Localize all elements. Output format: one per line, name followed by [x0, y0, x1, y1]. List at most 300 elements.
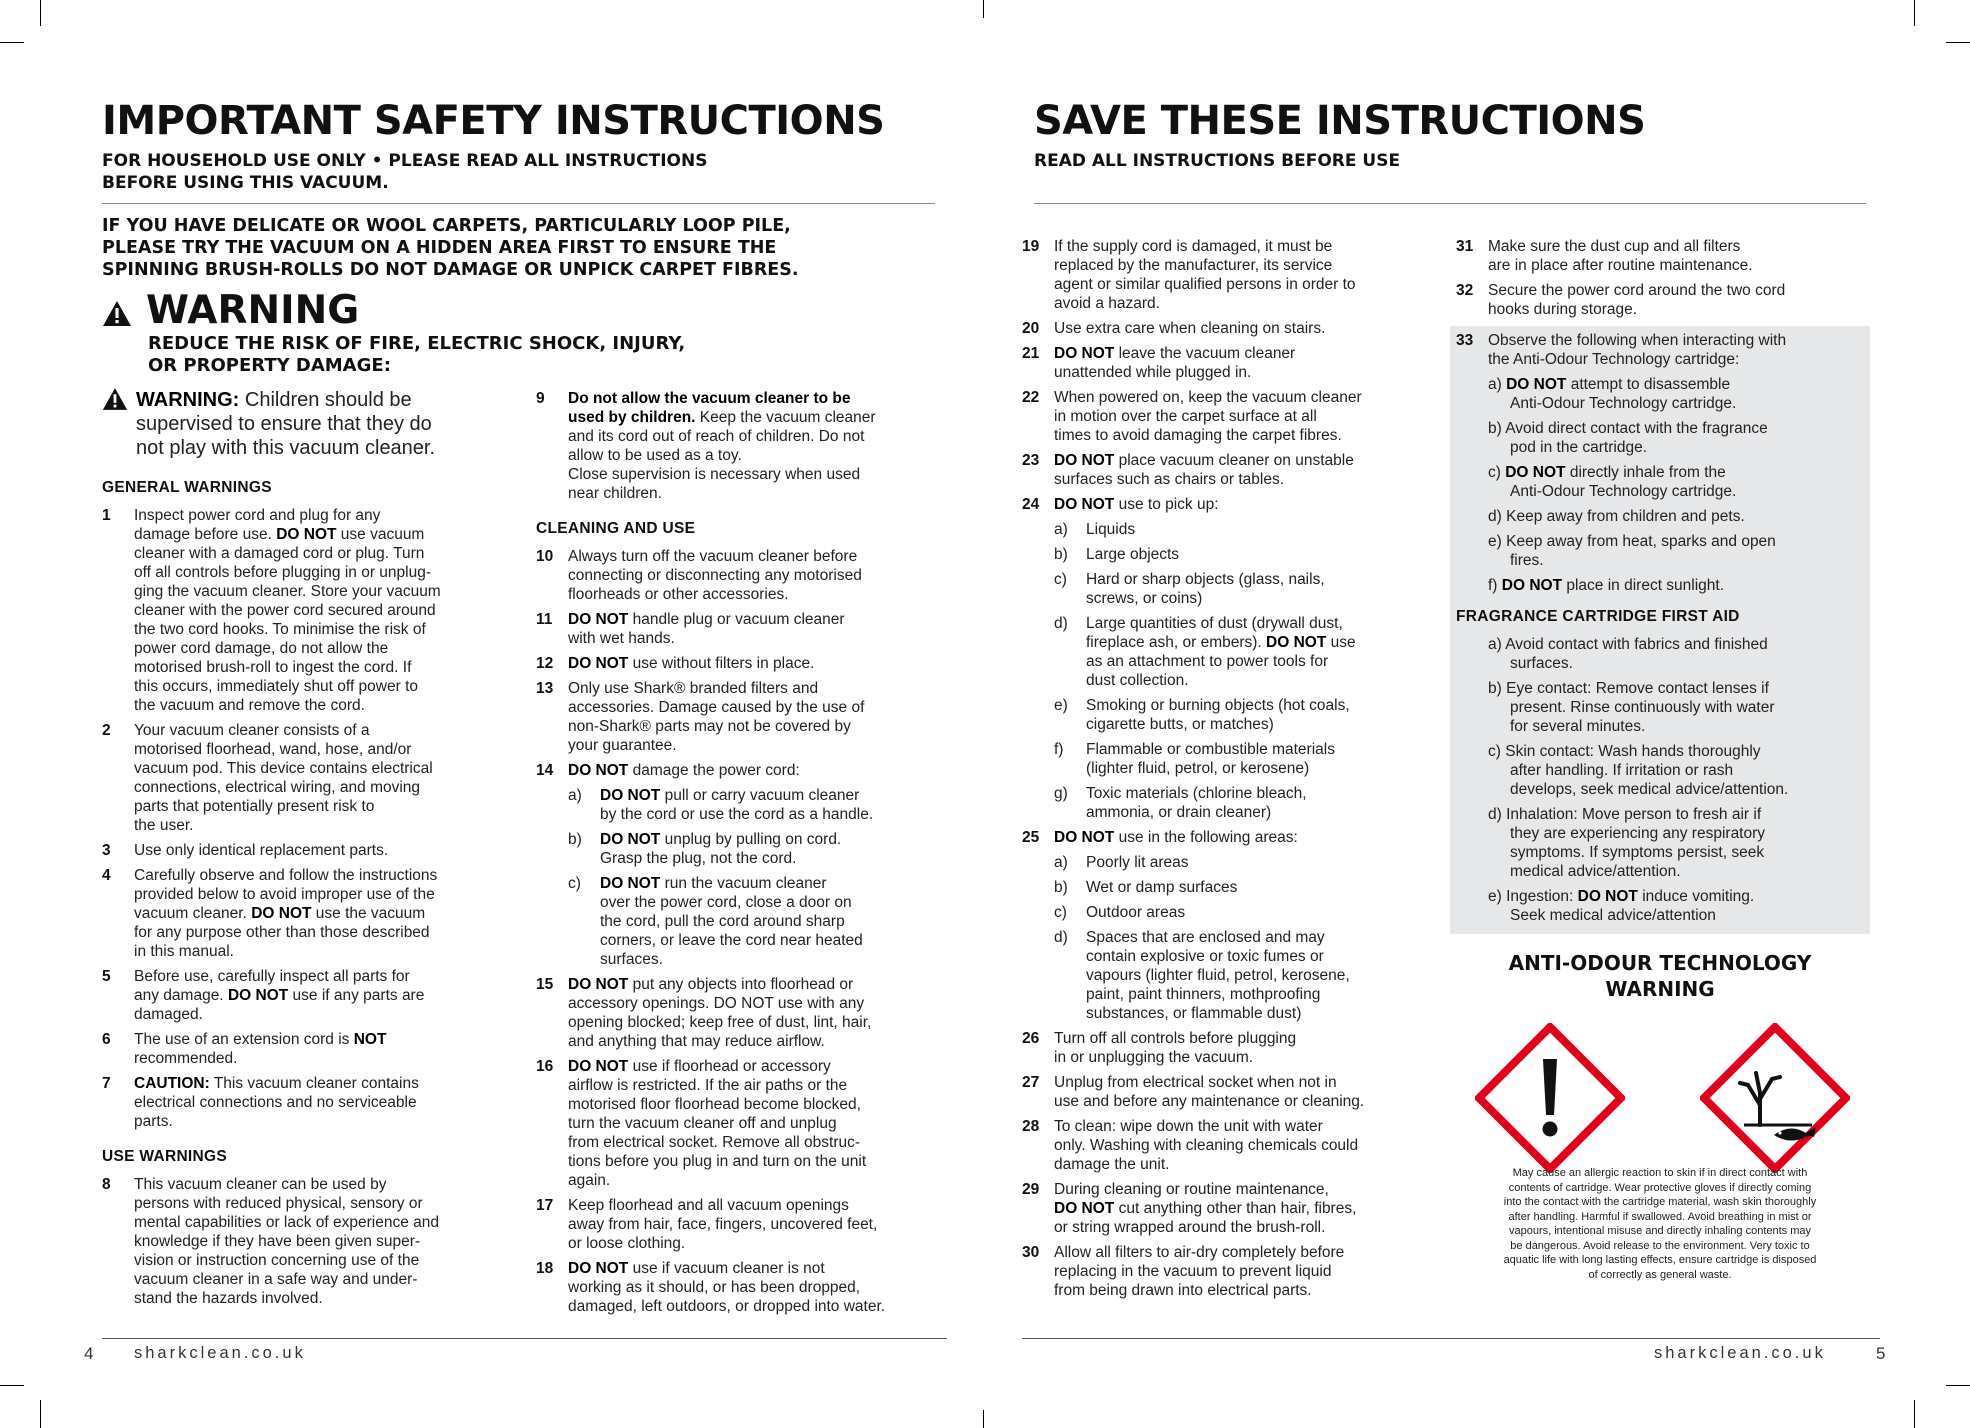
crop-mark: [1914, 0, 1915, 26]
item-number: 32: [1456, 282, 1474, 299]
title-line: ANTI-ODOUR TECHNOLOGY: [1508, 951, 1812, 975]
text: induce vomiting. Seek medical advice/attention: [1510, 888, 1755, 924]
text: use without filters in place.: [628, 655, 815, 672]
list-item: [1456, 331, 1861, 369]
list-item: [536, 547, 936, 604]
list-item: [1022, 1117, 1422, 1174]
sub-item-letter: b): [1488, 680, 1502, 697]
crop-mark: [1946, 42, 1970, 43]
text: cut anything other than hair, fibres, or string wrapped around the brush-roll.: [1054, 1200, 1357, 1236]
sub-item-text: Poorly lit areas: [1086, 854, 1189, 871]
item-text: [1054, 1117, 1422, 1174]
list-item: [536, 975, 936, 1051]
bold-text: DO NOT: [600, 875, 661, 892]
sub-item-letter: f): [1488, 577, 1498, 594]
bold-text: DO NOT: [568, 1260, 629, 1277]
item-number: 9: [536, 390, 545, 407]
column-left-2: [536, 389, 936, 1322]
divider: [1034, 203, 1866, 204]
sub-item-letter: a): [1488, 636, 1502, 653]
text: Avoid direct contact with the fragrance pod in the cartridge.: [1505, 420, 1768, 456]
sub-item-letter: c): [1054, 904, 1067, 921]
section-heading: CLEANING AND USE: [536, 520, 696, 537]
bold-text: DO NOT: [227, 987, 289, 1004]
item-number: 19: [1022, 238, 1040, 255]
sub-item-letter: d): [1488, 508, 1502, 525]
sub-list-item: [1054, 614, 1422, 690]
item-text: [1054, 1180, 1422, 1237]
list-item: [536, 610, 936, 648]
column-right-2: [1456, 237, 1861, 931]
item-text: [134, 1030, 502, 1068]
text: Only use Shark® branded filters and accessories. Damage caused by the use of non-Shark® parts may not be covered by your guarantee.: [568, 680, 865, 754]
item-number: 8: [102, 1176, 111, 1193]
bold-text: Do not allow the vacuum cleaner to be used by children.: [568, 390, 851, 426]
subtitle: READ ALL INSTRUCTIONS BEFORE USE: [1034, 151, 1401, 171]
sub-list-item: [1054, 570, 1422, 608]
sub-item-letter: e): [1488, 533, 1502, 550]
item-text: [1488, 281, 1861, 319]
item-number: 17: [536, 1197, 554, 1214]
sub-item-text: Wet or damp surfaces: [1086, 879, 1238, 896]
text: Large quantities of dust (drywall dust, fireplace ash, or embers).: [1086, 615, 1343, 651]
hazard-line: aquatic life with long lasting effects, ensure cartridge is disposed: [1503, 1254, 1817, 1266]
item-number: 24: [1022, 496, 1040, 513]
page-title: SAVE THESE INSTRUCTIONS: [1034, 98, 1646, 144]
sub-item-letter: e): [1488, 888, 1502, 905]
item-number: 25: [1022, 829, 1040, 846]
footer-url: sharkclean.co.uk: [134, 1344, 306, 1362]
text: use if vacuum cleaner is not working as it should, or has been dropped, damaged, left outdoors, or dropped into water.: [568, 1260, 886, 1315]
sub-item-letter: c): [1488, 464, 1501, 481]
first-aid-item: [1488, 887, 1861, 925]
text: attempt to disassemble Anti-Odour Technology cartridge.: [1510, 376, 1737, 412]
list-item: [536, 654, 936, 673]
item-number: 31: [1456, 238, 1474, 255]
hazard-line: after handling. Harmful if swallowed. Avoid breathing in mist or: [1508, 1210, 1812, 1223]
item-number: 27: [1022, 1074, 1040, 1091]
list-item: [102, 1030, 502, 1068]
subtitle-line: BEFORE USING THIS VACUUM.: [102, 173, 389, 193]
list-item: [536, 1196, 936, 1253]
text: Secure the power cord around the two cord hooks during storage.: [1488, 282, 1786, 318]
bold-text: DO NOT: [1054, 452, 1115, 469]
sub-list-item: [568, 830, 936, 868]
notice-line: PLEASE TRY THE VACUUM ON A HIDDEN AREA FIRST TO ENSURE THE: [102, 238, 777, 258]
first-aid-item: [1488, 805, 1861, 881]
ghs-environment-icon: [1700, 1023, 1850, 1173]
list-item: [1022, 495, 1422, 514]
subtitle-line: FOR HOUSEHOLD USE ONLY • PLEASE READ ALL INSTRUCTIONS: [102, 151, 708, 171]
warning-title: WARNING: [146, 288, 360, 333]
sub-list-item: [568, 786, 936, 824]
sub-list-item: [1054, 903, 1422, 922]
item-text: [1054, 1243, 1422, 1300]
list-item: [102, 866, 502, 961]
sub-item-letter: g): [1054, 785, 1068, 802]
bold-text: DO NOT: [1054, 496, 1115, 513]
list-item: [102, 1175, 502, 1308]
list-item: [1022, 828, 1422, 847]
footer-url: sharkclean.co.uk: [1654, 1344, 1826, 1362]
sub-list-item: [1488, 576, 1861, 595]
bold-text: DO NOT: [276, 526, 337, 543]
item-text: [1054, 237, 1422, 313]
sub-item-letter: a): [1488, 376, 1502, 393]
footer-divider: [102, 1338, 947, 1339]
text: Use extra care when cleaning on stairs.: [1054, 320, 1326, 337]
item-number: 15: [536, 976, 554, 993]
sub-item-letter: b): [1054, 879, 1068, 896]
divider: [102, 203, 935, 204]
text: During cleaning or routine maintenance,: [1054, 1181, 1329, 1198]
text: Make sure the dust cup and all filters are in place after routine maintenance.: [1488, 238, 1753, 274]
sub-item-letter: c): [568, 875, 581, 892]
list-item: [536, 1259, 936, 1316]
item-text: [568, 679, 936, 755]
sub-item-text: Flammable or combustible materials (lighter fluid, petrol, or kerosene): [1086, 741, 1335, 777]
first-aid-item: [1488, 742, 1861, 799]
text: Keep the vacuum cleaner and its cord out of reach of children. Do not allow to be used as a toy. Close supervision is necessary when used near children.: [568, 409, 876, 502]
item-text: [134, 1175, 502, 1308]
text: Unplug from electrical socket when not in use and before any maintenance or cleaning.: [1054, 1074, 1365, 1110]
text: place in direct sunlight.: [1562, 577, 1725, 594]
text: run the vacuum cleaner over the power cord, close a door on the cord, pull the cord around sharp corners, or leave the cord near heated surfaces.: [600, 875, 863, 968]
bold-text: DO NOT: [1506, 376, 1567, 393]
sub-item-letter: d): [1054, 615, 1068, 632]
text: Eye contact: Remove contact lenses if present. Rinse continuously with water for several minutes.: [1506, 680, 1775, 735]
crop-mark: [40, 1400, 41, 1428]
sub-list-item: [1054, 520, 1422, 539]
list-item: [1022, 388, 1422, 445]
child-warning-text: Children should be: [239, 389, 412, 411]
bold-text: DO NOT: [600, 787, 661, 804]
text: Inspect power cord and plug for any damage before use.: [134, 507, 381, 543]
section-heading: USE WARNINGS: [102, 1148, 228, 1165]
item-number: 11: [536, 611, 553, 628]
sub-list-item: [1488, 419, 1861, 457]
item-number: 28: [1022, 1118, 1040, 1135]
bold-text: CAUTION:: [134, 1075, 210, 1092]
hazard-line: of correctly as general waste.: [1588, 1268, 1732, 1281]
item-text: [568, 1259, 936, 1316]
item-text: [568, 654, 936, 673]
text: Keep floorhead and all vacuum openings away from hair, face, fingers, uncovered feet, or loose clothing.: [568, 1197, 878, 1252]
crop-mark: [1946, 1385, 1970, 1386]
item-text: [1054, 388, 1422, 445]
text: To clean: wipe down the unit with water only. Washing with cleaning chemicals could damage the unit.: [1054, 1118, 1359, 1173]
item-text: [568, 761, 936, 780]
crop-mark: [0, 42, 24, 43]
bold-text: NOT: [353, 1031, 387, 1048]
bold-text: DO NOT: [251, 905, 312, 922]
crop-mark: [0, 1385, 24, 1386]
item-text: [1488, 237, 1861, 275]
page-title: IMPORTANT SAFETY INSTRUCTIONS: [102, 98, 885, 144]
item-text: [134, 841, 502, 860]
item-text: [134, 1074, 502, 1131]
section-heading: GENERAL WARNINGS: [102, 479, 272, 496]
sub-item-letter: d): [1488, 806, 1502, 823]
text: use if floorhead or accessory airflow is restricted. If the air paths or the motorised floor floorhead become blocked, turn the vacuum cleaner off and unplug from electrical socket. Remove all obstruc- tions before you plug in and turn on the unit again.: [568, 1058, 867, 1189]
sub-item-text: [600, 874, 936, 969]
item-number: 1: [102, 507, 111, 524]
item-number: 12: [536, 655, 554, 672]
list-item: [102, 841, 502, 860]
text: use in the following areas:: [1114, 829, 1298, 846]
item-text: [568, 975, 936, 1051]
item-text: [1054, 319, 1422, 338]
sub-item-text: Hard or sharp objects (glass, nails, screws, or coins): [1086, 571, 1325, 607]
text: When powered on, keep the vacuum cleaner in motion over the carpet surface at all times to avoid damaging the carpet fibres.: [1054, 389, 1362, 444]
text: Your vacuum cleaner consists of a motorised floorhead, wand, hose, and/or vacuum pod. This device contains electrical connections, electrical wiring, and moving parts that potentially present risk to the user.: [134, 722, 433, 834]
child-warning-text: not play with this vacuum cleaner.: [136, 437, 436, 459]
first-aid-item: [1488, 679, 1861, 736]
text: leave the vacuum cleaner unattended while plugged in.: [1054, 345, 1296, 381]
warning-subtitle-line: OR PROPERTY DAMAGE:: [148, 355, 391, 376]
sub-item-letter: f): [1054, 741, 1064, 758]
list-item: [102, 506, 502, 715]
bold-text: DO NOT: [568, 1058, 629, 1075]
text: handle plug or vacuum cleaner with wet hands.: [568, 611, 845, 647]
warning-subtitle: [148, 333, 685, 377]
crop-mark: [983, 0, 984, 18]
item-number: 18: [536, 1260, 554, 1277]
list-item: [1022, 344, 1422, 382]
list-item: [1022, 1073, 1422, 1111]
sub-list-item: [1054, 784, 1422, 822]
item-number: 16: [536, 1058, 554, 1075]
bold-text: DO NOT: [568, 762, 629, 779]
list-item: [536, 679, 936, 755]
crop-mark: [40, 0, 41, 26]
bold-text: DO NOT: [600, 831, 661, 848]
list-item: [1022, 1243, 1422, 1300]
text: put any objects into floorhead or accessory openings. DO NOT use with any opening blocked; keep free of dust, lint, hair, and anything that may reduce airflow.: [568, 976, 872, 1050]
item-number: 6: [102, 1031, 111, 1048]
warning-triangle-icon: [102, 387, 128, 411]
sub-item-letter: d): [1054, 929, 1068, 946]
text: Always turn off the vacuum cleaner before connecting or disconnecting any motorised floorheads or other accessories.: [568, 548, 862, 603]
text: Skin contact: Wash hands thoroughly after handling. If irritation or rash develops, seek medical advice/attention.: [1505, 743, 1789, 798]
sub-item-letter: b): [568, 831, 582, 848]
sub-item-text: Liquids: [1086, 521, 1136, 538]
item-number: 10: [536, 548, 554, 565]
bold-text: DO NOT: [568, 976, 629, 993]
list-item: [536, 761, 936, 780]
warning-subtitle-line: REDUCE THE RISK OF FIRE, ELECTRIC SHOCK, INJURY,: [148, 333, 686, 354]
item-number: 29: [1022, 1181, 1040, 1198]
text: Turn off all controls before plugging in or unplugging the vacuum.: [1054, 1030, 1297, 1066]
item-text: [134, 506, 502, 715]
first-aid-item: [1488, 635, 1861, 673]
bold-text: DO NOT: [1266, 634, 1327, 651]
item-text: [568, 1057, 936, 1190]
text: recommended.: [134, 1050, 238, 1067]
sub-item-text: [600, 830, 936, 868]
hazard-line: be dangerous. Avoid release to the environment. Very toxic to: [1510, 1239, 1810, 1252]
item-number: 22: [1022, 389, 1040, 406]
sub-list-item: [1488, 375, 1861, 413]
sub-list-item: [1488, 463, 1861, 501]
sub-list-item: [1054, 696, 1422, 734]
list-item: [1456, 281, 1861, 319]
text: damage the power cord:: [628, 762, 800, 779]
sub-item-text: [600, 786, 936, 824]
text: Keep away from heat, sparks and open fires.: [1506, 533, 1776, 569]
sub-item-letter: b): [1054, 546, 1068, 563]
hazard-line: vapours, intentional misuse and directly inhaling contents may: [1508, 1225, 1812, 1237]
page-number: 5: [1876, 1344, 1886, 1363]
sub-list-item: [1054, 928, 1422, 1023]
item-number: 4: [102, 867, 111, 884]
text: The use of an extension cord is: [134, 1031, 354, 1048]
sub-item-text: Large objects: [1086, 546, 1180, 563]
sub-list-item: [1488, 532, 1861, 570]
hazard-line: May cause an allergic reaction to skin if in direct contact with: [1512, 1167, 1808, 1179]
footer-divider: [1022, 1338, 1880, 1339]
page-number: 4: [84, 1344, 94, 1363]
item-number: 30: [1022, 1244, 1040, 1261]
item-text: [134, 866, 502, 961]
list-item: [536, 389, 936, 503]
bold-text: DO NOT: [568, 655, 629, 672]
title-line: WARNING: [1605, 977, 1715, 1001]
item-text: [134, 967, 502, 1024]
text: This vacuum cleaner can be used by persons with reduced physical, sensory or mental capabilities or lack of experience and knowledge if they have been given super- vision or instruction concerning use of the vacuum cleaner in a safe way and under- stand the hazards involved.: [134, 1176, 440, 1307]
sub-item-text: Spaces that are enclosed and may contain explosive or toxic fumes or vapours (lighter fluid, petrol, kerosene, paint, paint thinners, mothproofing substances, or flammable dust): [1086, 929, 1350, 1022]
sub-list-item: [1054, 545, 1422, 564]
list-item: [1022, 1029, 1422, 1067]
sub-list-item: [1488, 507, 1861, 526]
text: place vacuum cleaner on unstable surfaces such as chairs or tables.: [1054, 452, 1354, 488]
sub-item-text: Smoking or burning objects (hot coals, cigarette butts, or matches): [1086, 697, 1350, 733]
item-number: 13: [536, 680, 554, 697]
item-text: [568, 389, 936, 503]
item-number: 33: [1456, 332, 1474, 349]
notice-line: SPINNING BRUSH-ROLLS DO NOT DAMAGE OR UNPICK CARPET FIBRES.: [102, 260, 799, 280]
list-item: [536, 1057, 936, 1190]
text: Before use, carefully inspect all parts for any damage.: [134, 968, 410, 1004]
text: Use only identical replacement parts.: [134, 842, 389, 859]
sub-item-letter: a): [1054, 854, 1068, 871]
crop-mark: [983, 1410, 984, 1428]
list-item: [1456, 237, 1861, 275]
text: Ingestion:: [1501, 888, 1578, 905]
item-text: [568, 1196, 936, 1253]
anti-odour-warning-title: [1450, 950, 1870, 1002]
item-text: [1054, 451, 1422, 489]
item-number: 7: [102, 1075, 111, 1092]
item-text: [1488, 331, 1861, 369]
item-number: 14: [536, 762, 554, 779]
item-number: 21: [1022, 345, 1040, 362]
text: use to pick up:: [1114, 496, 1219, 513]
item-number: 5: [102, 968, 111, 985]
item-text: [1054, 344, 1422, 382]
crop-mark: [1914, 1400, 1915, 1428]
text: use as an attachment to power tools for dust collection.: [1086, 634, 1356, 689]
sub-item-letter: c): [1054, 571, 1067, 588]
item-text: [134, 721, 502, 835]
sub-list-item: [1054, 853, 1422, 872]
item-text: [568, 547, 936, 604]
text: If the supply cord is damaged, it must be replaced by the manufacturer, its service agent or similar qualified persons in order to avoid a hazard.: [1054, 238, 1356, 312]
list-item: [1022, 237, 1422, 313]
list-item: [1022, 451, 1422, 489]
item-number: 3: [102, 842, 111, 859]
bold-text: DO NOT: [1054, 1200, 1115, 1217]
sub-item-text: Outdoor areas: [1086, 904, 1186, 921]
hazard-line: contents of cartridge. Wear protective gloves if directly coming: [1508, 1181, 1812, 1194]
column-left-1: [102, 388, 502, 1314]
item-text: [1054, 1073, 1422, 1111]
text: directly inhale from the Anti-Odour Technology cartridge.: [1510, 464, 1737, 500]
text: pull or carry vacuum cleaner by the cord or use the cord as a handle.: [600, 787, 874, 823]
section-heading: FRAGRANCE CARTRIDGE FIRST AID: [1456, 608, 1740, 625]
list-item: [102, 967, 502, 1024]
bold-text: DO NOT: [568, 611, 629, 628]
text: Keep away from children and pets.: [1506, 508, 1745, 525]
item-number: 26: [1022, 1030, 1040, 1047]
sub-item-text: [1086, 614, 1422, 690]
item-text: [1054, 828, 1422, 847]
text: use if any parts are damaged.: [134, 987, 425, 1023]
hazard-line: into the contact with the cartridge material, wash skin thoroughly: [1503, 1196, 1817, 1208]
item-text: [1054, 495, 1422, 514]
sub-list-item: [1054, 740, 1422, 778]
text: Inhalation: Move person to fresh air if they are experiencing any respiratory symptoms. If symptoms persist, seek medical advice/attention.: [1506, 806, 1766, 880]
sub-list-item: [1054, 878, 1422, 897]
bold-text: DO NOT: [1054, 345, 1115, 362]
text: Avoid contact with fabrics and finished surfaces.: [1505, 636, 1768, 672]
warning-triangle-icon: [102, 300, 132, 327]
item-text: [568, 610, 936, 648]
item-number: 2: [102, 722, 111, 739]
text: use the vacuum for any purpose other than those described in this manual.: [134, 905, 430, 960]
subtitle: [102, 150, 707, 194]
text: unplug by pulling on cord. Grasp the plug, not the cord.: [600, 831, 842, 867]
sub-item-letter: b): [1488, 420, 1502, 437]
hazard-statement: [1455, 1166, 1865, 1282]
ghs-exclamation-icon: [1475, 1023, 1625, 1173]
item-number: 20: [1022, 320, 1040, 337]
sub-item-letter: a): [568, 787, 582, 804]
text: Allow all filters to air-dry completely before replacing in the vacuum to prevent liquid from being drawn into electrical parts.: [1054, 1244, 1345, 1299]
text: Observe the following when interacting with the Anti-Odour Technology cartridge:: [1488, 332, 1787, 368]
child-warning: [102, 388, 502, 460]
bold-text: DO NOT: [1505, 464, 1566, 481]
child-warning-text: supervised to ensure that they do: [136, 413, 432, 435]
list-item: [1022, 1180, 1422, 1237]
sub-item-text: Toxic materials (chlorine bleach, ammonia, or drain cleaner): [1086, 785, 1307, 821]
child-warning-label: WARNING:: [136, 389, 240, 411]
list-item: [102, 1074, 502, 1131]
item-number: 23: [1022, 452, 1040, 469]
carpet-notice: [102, 215, 799, 281]
sub-item-letter: e): [1054, 697, 1068, 714]
sub-item-letter: c): [1488, 743, 1501, 760]
column-right-1: [1022, 237, 1422, 1306]
bold-text: DO NOT: [1054, 829, 1115, 846]
notice-line: IF YOU HAVE DELICATE OR WOOL CARPETS, PARTICULARLY LOOP PILE,: [102, 216, 791, 236]
sub-item-letter: a): [1054, 521, 1068, 538]
list-item: [102, 721, 502, 835]
bold-text: DO NOT: [1501, 577, 1563, 594]
item-text: [1054, 1029, 1422, 1067]
text: use vacuum cleaner with a damaged cord or plug. Turn off all controls before plugging in or unplug- ging the vacuum cleaner. Store your vacuum cleaner with the power cord secured around the two cord hooks. To minimise the risk of power cord damage, do not allow the motorised brush-roll to ingest the cord. If this occurs, immediately shut off power to the vacuum and remove the cord.: [134, 526, 441, 714]
text: This vacuum cleaner contains electrical connections and no serviceable parts.: [134, 1075, 419, 1130]
